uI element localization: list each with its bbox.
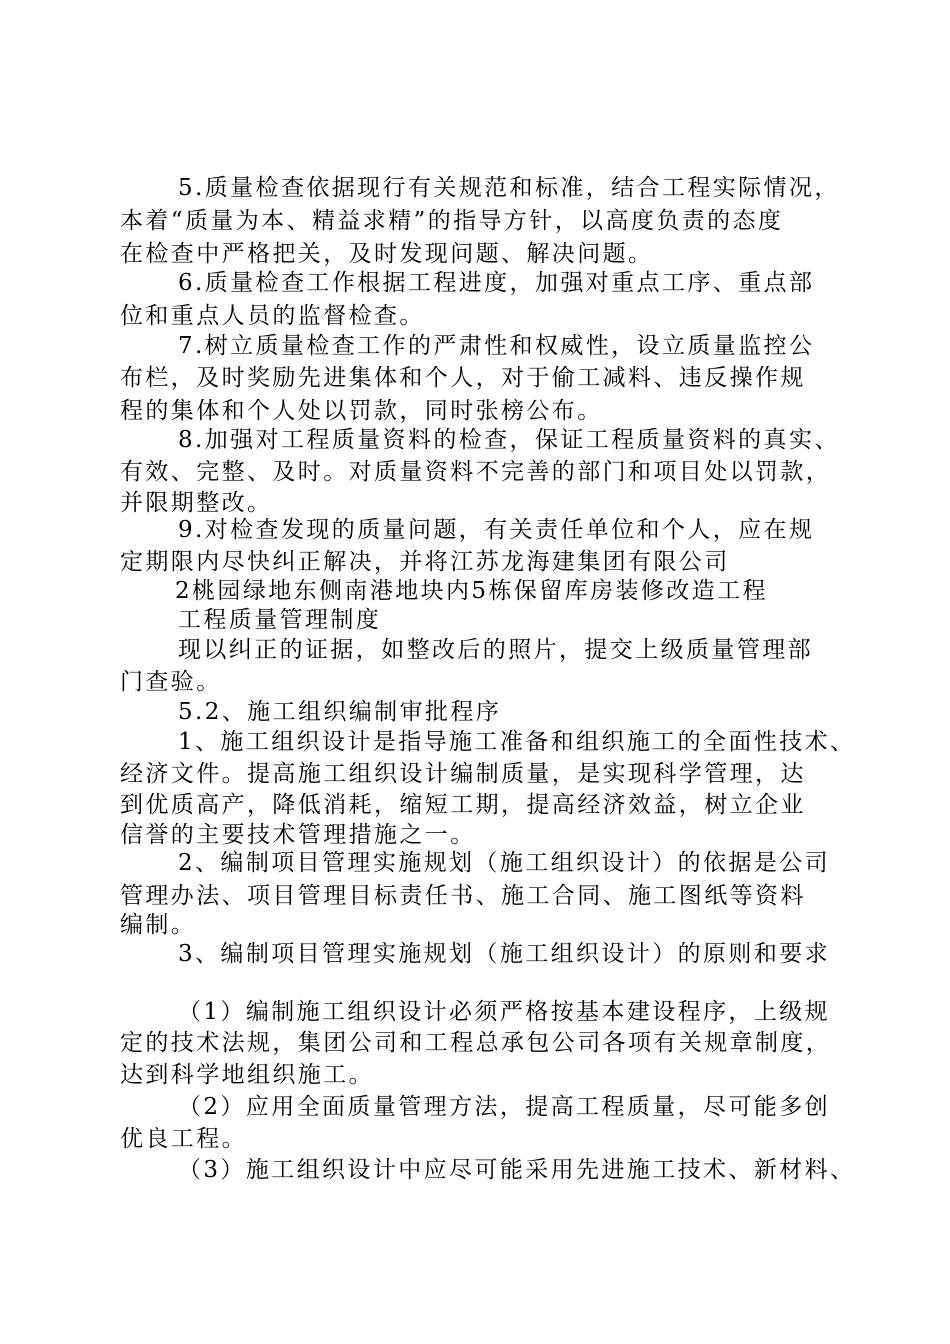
text-line: （1）编制施工组织设计必须严格按基本建设程序，上级规 bbox=[178, 999, 831, 1025]
text-line: 定的技术法规，集团公司和工程总承包公司各项有关规章制度， bbox=[120, 1030, 832, 1056]
text-line: 到优质高产，降低消耗，缩短工期，提高经济效益，树立企业 bbox=[120, 792, 806, 818]
text-line: 2桃园绿地东侧南港地块内5栋保留库房装修改造工程 bbox=[175, 578, 768, 604]
text-line: 6.质量检查工作根据工程进度，加强对重点工序、重点部 bbox=[178, 270, 815, 296]
text-line: 并限期整改。 bbox=[120, 490, 273, 516]
text-line: 现以纠正的证据，如整改后的照片，提交上级质量管理部 bbox=[178, 637, 813, 663]
section-heading: 工程质量管理制度 bbox=[178, 607, 382, 633]
text-line: （2）应用全面质量管理方法，提高工程质量，尽可能多创 bbox=[178, 1094, 831, 1120]
text-line: 管理办法、项目管理目标责任书、施工合同、施工图纸等资料 bbox=[120, 883, 806, 909]
section-heading: 5.2、施工组织编制审批程序 bbox=[178, 699, 502, 725]
text-line: 编制。 bbox=[120, 912, 197, 938]
text-line: 程的集体和个人处以罚款，同时张榜公布。 bbox=[120, 398, 603, 424]
text-line: 有效、完整、及时。对质量资料不完善的部门和项目处以罚款， bbox=[120, 459, 832, 485]
text-line: 位和重点人员的监督检查。 bbox=[120, 303, 425, 329]
text-line: 7.树立质量检查工作的严肃性和权威性，设立质量监控公 bbox=[178, 333, 815, 359]
text-line: 5.质量检查依据现行有关规范和标准，结合工程实际情况， bbox=[178, 175, 840, 201]
text-line: 经济文件。提高施工组织设计编制质量，是实现科学管理，达 bbox=[120, 761, 806, 787]
text-line: 定期限内尽快纠正解决，并将江苏龙海建集团有限公司 bbox=[120, 549, 730, 575]
text-line: 8.加强对工程质量资料的检查，保证工程质量资料的真实、 bbox=[178, 427, 840, 453]
text-line: 1、施工组织设计是指导施工准备和组织施工的全面性技术、 bbox=[178, 729, 856, 755]
text-line: 3、编制项目管理实施规划（施工组织设计）的原则和要求 bbox=[178, 941, 831, 967]
text-line: 信誉的主要技术管理措施之一。 bbox=[120, 822, 476, 848]
text-line: 布栏，及时奖励先进集体和个人，对于偷工减料、违反操作规 bbox=[120, 365, 806, 391]
text-line: 在检查中严格把关，及时发现问题、解决问题。 bbox=[120, 241, 654, 267]
text-line: 门查验。 bbox=[120, 669, 222, 695]
text-line: 本着“质量为本、精益求精”的指导方针，以高度负责的态度 bbox=[120, 208, 784, 234]
text-line: （3）施工组织设计中应尽可能采用先进施工技术、新材料、 bbox=[178, 1157, 856, 1183]
text-line: 2、编制项目管理实施规划（施工组织设计）的依据是公司 bbox=[178, 850, 831, 876]
text-line: 优良工程。 bbox=[120, 1126, 247, 1152]
text-line: 达到科学地组织施工。 bbox=[120, 1062, 374, 1088]
text-line: 9.对检查发现的质量问题，有关责任单位和个人，应在规 bbox=[178, 517, 815, 543]
